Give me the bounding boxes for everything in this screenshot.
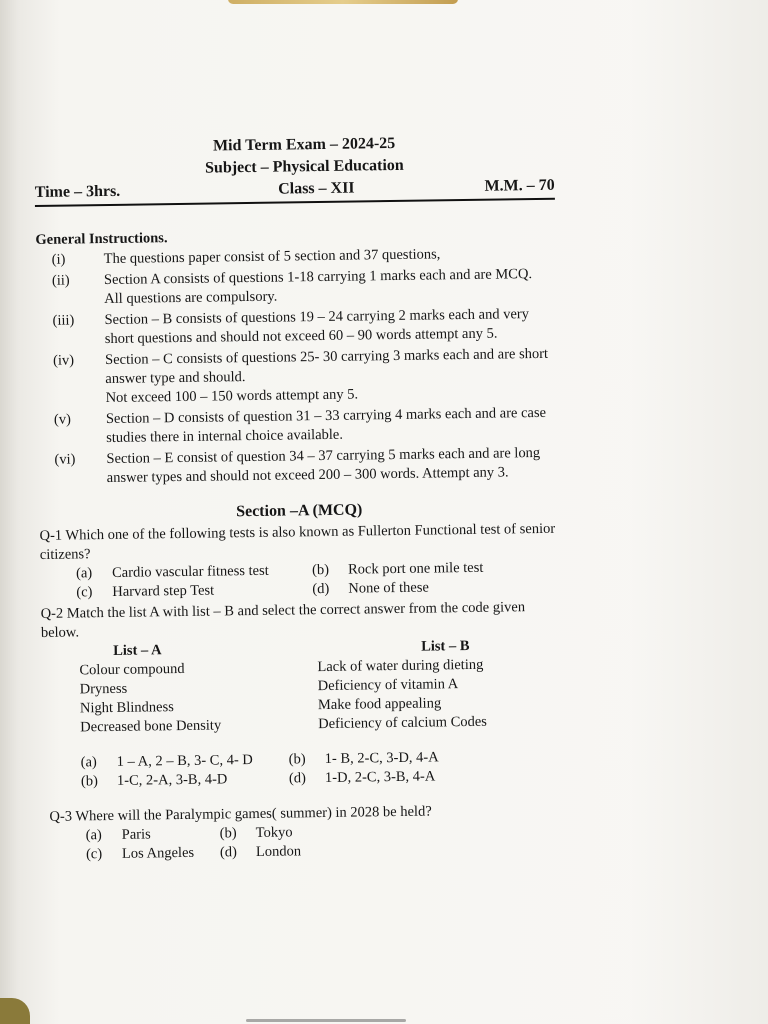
instruction-item [36, 265, 556, 310]
section-a-title: Section –A (MCQ) [236, 501, 363, 521]
top-gold-strip [228, 0, 458, 4]
bottom-left-corner [0, 998, 30, 1024]
option-text: None of these [348, 579, 429, 597]
list-b-item: Deficiency of calcium Codes [318, 713, 488, 733]
list-b-item: Lack of water during dieting [317, 656, 484, 676]
list-a-item: Night Blindness [79, 699, 174, 717]
option [86, 824, 220, 845]
list-b-item: Make food appealing [317, 695, 442, 714]
instruction-item [36, 305, 556, 350]
instruction-text: Section – E consist of question 34 – 37 carrying 5 marks each and are long answer types and should not exceed 200 – 300 words. Attempt any 3. [106, 444, 541, 487]
match-list-table [41, 655, 562, 738]
option-text: Paris [121, 826, 151, 843]
option [312, 577, 552, 599]
option-text: Cardio vascular fitness test [111, 562, 269, 581]
question-1-options [40, 558, 560, 603]
instruction-text: Section A consists of questions 1-18 carrying 1 marks each and are MCQ. All questions are compulsory. [103, 266, 533, 308]
option-label: (d) [288, 770, 306, 787]
instruction-item [38, 444, 558, 489]
option-text: Tokyo [255, 824, 293, 841]
list-a-item: Decreased bone Density [80, 717, 222, 736]
option-label: (c) [85, 846, 103, 863]
exam-sheet [34, 131, 564, 865]
option-label: (c) [76, 584, 93, 601]
option-label: (d) [312, 580, 330, 598]
option-label: (a) [85, 827, 102, 844]
option-text: 1-C, 2-A, 3-B, 4-D [116, 771, 228, 789]
option-label: (a) [75, 565, 93, 582]
exam-title: Mid Term Exam – 2024-25 [212, 134, 396, 155]
instruction-text: Section – C consists of questions 25- 30 carrying 3 marks each and are short answer type and should. [104, 345, 549, 388]
option [76, 580, 312, 602]
instruction-number: (iv) [53, 352, 75, 369]
instruction-item [37, 345, 558, 409]
bottom-edge-mark [246, 1019, 406, 1022]
question-3 [43, 801, 564, 865]
option [220, 841, 420, 863]
max-marks-label: M.M. – 70 [484, 176, 555, 195]
question-3-stem: Q-3 Where will the Paralympic games( summer) in 2028 be held? [49, 803, 432, 825]
instruction-number: (iii) [52, 312, 75, 329]
instruction-number: (i) [51, 251, 66, 268]
option-label: (a) [80, 754, 97, 771]
question-3-options [44, 820, 564, 865]
instruction-text: Section – D consists of question 31 – 33 carrying 4 marks each and are case studies there in internal choice available. [105, 404, 547, 447]
option-text: 1 – A, 2 – B, 3- C, 4- D [116, 752, 253, 770]
instruction-item [38, 404, 558, 449]
option-text: Harvard step Test [112, 582, 215, 600]
instruction-text: The questions paper consist of 5 section and 37 questions, [103, 246, 441, 268]
question-2-stem: Q-2 Match the list A with list – B and select the correct answer from the code given below. [40, 599, 526, 641]
instruction-number: (v) [53, 411, 71, 428]
question-1-stem: Q-1 Which one of the following tests is also known as Fullerton Functional test of senior citizens? [39, 520, 556, 563]
instruction-text-continued: Not exceed 100 – 150 words attempt any 5. [105, 386, 359, 407]
instruction-text: Section – B consists of questions 19 – 24 carrying 2 marks each and very short questions and should not exceed 60 – 90 words attempt any 5. [104, 306, 530, 348]
list-a-item: Colour compound [79, 660, 185, 679]
paper-shading [630, 0, 768, 1024]
option-text: London [255, 843, 302, 860]
list-a-item: Dryness [79, 680, 128, 698]
option-label: (d) [219, 844, 238, 861]
subject-title: Subject – Physical Education [204, 156, 404, 177]
option-label: (b) [288, 751, 306, 768]
list-b-item: Deficiency of vitamin A [317, 676, 459, 695]
option-label: (b) [219, 825, 237, 842]
option-text: 1-D, 2-C, 3-B, 4-A [324, 768, 436, 786]
option-text: 1- B, 2-C, 3-D, 4-A [324, 749, 439, 768]
instruction-number: (vi) [54, 451, 76, 468]
time-label: Time – 3hrs. [34, 182, 121, 201]
option-label: (b) [80, 773, 99, 790]
instruction-number: (ii) [51, 272, 70, 289]
option [81, 770, 289, 792]
option-text: Los Angeles [121, 844, 195, 862]
option [86, 843, 220, 864]
option-label: (b) [311, 561, 330, 579]
option-text: Rock port one mile test [347, 559, 484, 578]
class-label: Class – XII [278, 179, 355, 198]
list-a-heading: List – A [113, 642, 162, 659]
instructions-heading: General Instructions. [35, 230, 168, 248]
option [289, 766, 519, 788]
list-b-heading: List – B [421, 637, 470, 655]
question-2-options [43, 747, 563, 792]
